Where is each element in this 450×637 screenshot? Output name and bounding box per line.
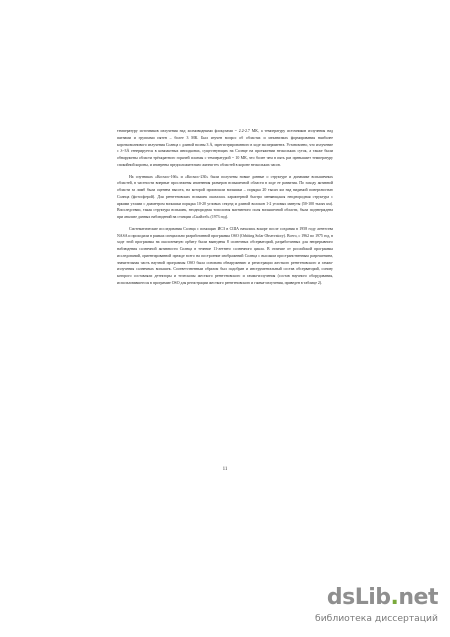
watermark-logo-tld: net — [398, 585, 438, 610]
watermark-logo-main: dsLib — [326, 585, 391, 610]
watermark — [288, 585, 438, 627]
page-number: 11 — [222, 467, 228, 472]
paragraph-2: На спутниках «Космос-166» и «Космос-230» были получены новые данные о структуре и динамике вспышечных областей, в частности впервые прослежены изменения размеров вспышечной области в ходе ее развития. По заходу активной области за лимб была оценена высота, на которой произошли вспышки – порядка 20 тысяч км над видимой поверхностью Солнца (фотосферой). Для рентгеновских вспышек оказалась характерной быстро меняющаяся неоднородная структура с яркими узлами с диаметром вспышки порядка 10-20 угловых секунд и длиной волокон 1-2 угловых минуты (50-100 тысяч км). Впоследствии, такая структура вспышек, неоднородная топология магнитного поля вспышечной области, была подтверждена при анализе данных наблюдений на станции «Скайлэб» (1973 год). — [117, 174, 333, 219]
watermark-logo — [327, 585, 438, 610]
paragraph-3: Систематические исследования Солнца с помощью ИСЗ в США начались вскоре после создания в 1958 году агентства NASA и проходили в рамках специально разработанной программы OSO (Orbiting Solar Observatory). Всего, с 1962 по 1975 год, в ходе этой программы на околоземную орбиту были выведены 8 солнечных обсерваторий, разработанных для непрерывного наблюдения солнечной активности Солнца в течение 11-летнего солнечного цикла. В отличие от российской программы исследований, ориентированной прежде всего на построение изображений Солнца с высоким пространственным разрешением, значительная часть научной программы OSO была основана обнаружению и регистрации жесткого рентгеновского и гамма-излучения солнечных вспышек. Соответственным образом был подобран и инструментальный состав обсерваторий, основу которого составляли детекторы и телескопы жесткого рентгеновского и гамма-излучения (состав научного оборудования, использовавшегося в программе OSO для регистрации жесткого рентгеновского и гамма-излучения, приведен в таблице 2). — [117, 226, 333, 285]
watermark-logo-dot: . — [390, 585, 399, 610]
watermark-caption: библиотека диссертаций — [315, 613, 438, 624]
body-text — [117, 128, 333, 292]
paragraph-1: температуру источников излучения над холмовидными флокулами ~ 2.2-2.7 МК, а температуру источников излучения над пятнами и группами пятен – более 3 МК. Был изучен вопрос об областях и механизмах формирования наиболее коротковолнового излучения Солнца с длиной волны 3 Å, зарегистрированного в ходе эксперимента. Установлено, что излучение с λ~3Å генерируется в компактных инподконах, существующих на Солнце на протяжении нескольких суток, а также были обнаружены области трёхкратного горячей плазмы с температурой ~ 10 МК, что более чем в пять раз превышает температуру спокойной короны, и измерены предположительно жизни тех областей в короне нескольких часов. — [117, 129, 333, 167]
